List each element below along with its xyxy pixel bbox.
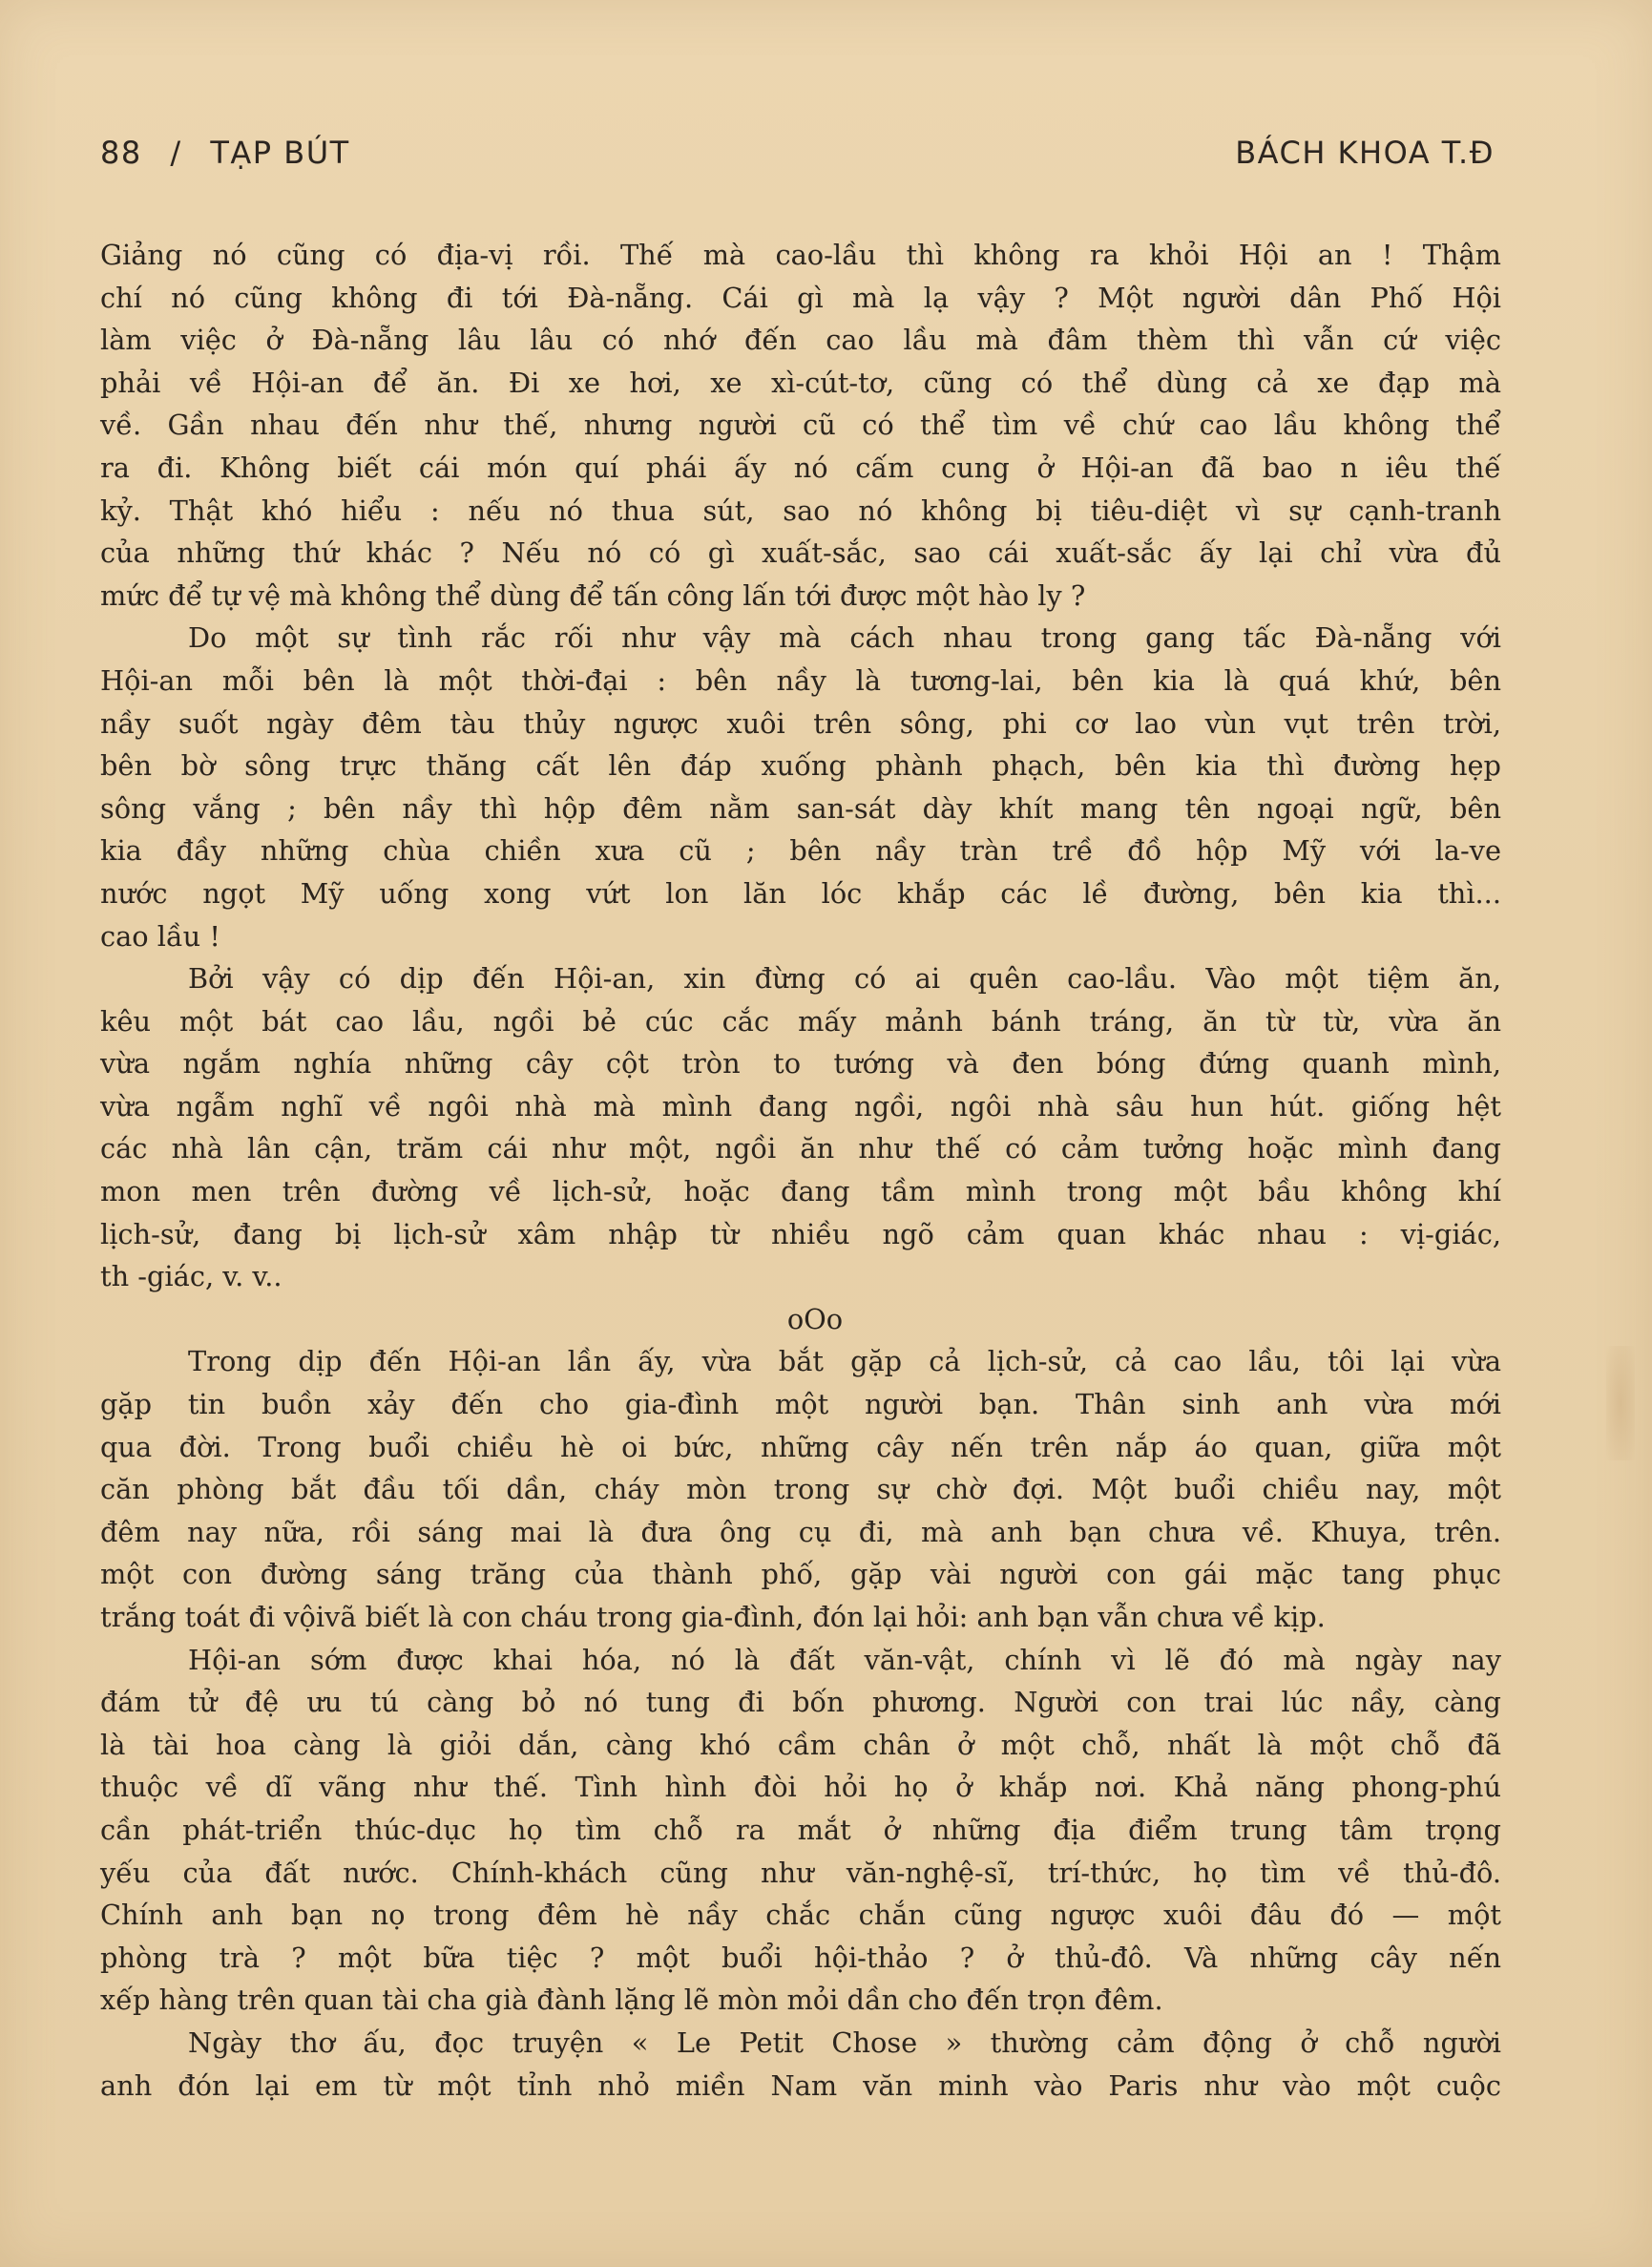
text-line: nước ngọt Mỹ uống xong vứt lon lăn lóc khắp các lề đường, bên kia thì... — [100, 876, 1501, 910]
text-line: sông vắng ; bên nầy thì hộp đêm nằm san-sát dày khít mang tên ngoại ngữ, bên — [100, 791, 1501, 825]
text-line: kia đầy những chùa chiền xưa cũ ; bên nầy tràn trề đồ hộp Mỹ với la-ve — [100, 834, 1501, 868]
text-line: trắng toát đi vộivã biết là con cháu trong gia-đình, đón lại hỏi: anh bạn vẫn chưa về kịp. — [100, 1601, 1326, 1633]
text-line: gặp tin buồn xảy đến cho gia-đình một người bạn. Thân sinh anh vừa mới — [100, 1388, 1501, 1421]
text-line: mức để tự vệ mà không thể dùng để tấn công lấn tới được một hào ly ? — [100, 578, 1086, 612]
text-line: bên bờ sông trực thăng cất lên đáp xuống phành phạch, bên kia thì đường hẹp — [100, 749, 1501, 783]
text-line: một con đường sáng trăng của thành phố, gặp vài người con gái mặc tang phục — [100, 1558, 1501, 1591]
running-header — [100, 124, 1495, 181]
text-line: mon men trên đường về lịch-sử, hoặc đang tầm mình trong một bầu không khí — [100, 1175, 1501, 1208]
paragraph — [100, 1639, 1501, 2022]
text-line: làm việc ở Đà-nẵng lâu lâu có nhớ đến cao lầu mà đâm thèm thì vẫn cứ việc — [100, 324, 1501, 357]
paragraph — [100, 2022, 1501, 2107]
text-line: kỷ. Thật khó hiểu : nếu nó thua sút, sao nó không bị tiêu-diệt vì sự cạnh-tranh — [100, 493, 1501, 527]
paragraph — [100, 617, 1501, 957]
text-line: về. Gần nhau đến như thế, nhưng người cũ có thể tìm về chứ cao lầu không thể — [100, 409, 1501, 442]
text-line: cao lầu ! — [100, 919, 220, 953]
text-line: qua đời. Trong buổi chiều hè oi bức, những cây nến trên nắp áo quan, giữa một — [100, 1430, 1501, 1463]
section-separator: oOo — [786, 1302, 844, 1335]
paragraph — [100, 1340, 1501, 1638]
text-line: là tài hoa càng là giỏi dắn, càng khó cầm chân ở một chỗ, nhất là một chỗ đã — [100, 1728, 1501, 1761]
text-line: Trong dịp đến Hội-an lần ấy, vừa bắt gặp cả lịch-sử, cả cao lầu, tôi lại vừa — [188, 1345, 1501, 1378]
article-body — [100, 234, 1501, 2107]
text-line: Bởi vậy có dịp đến Hội-an, xin đừng có ai quên cao-lầu. Vào một tiệm ăn, — [188, 962, 1501, 996]
text-line: cần phát-triển thúc-dục họ tìm chỗ ra mắt ở những địa điểm trung tâm trọng — [100, 1813, 1501, 1846]
text-line: vừa ngẫm nghĩ về ngôi nhà mà mình đang ngồi, ngôi nhà sâu hun hút. giống hệt — [100, 1089, 1501, 1123]
text-line: vừa ngắm nghía những cây cột tròn to tướng và đen bóng đứng quanh mình, — [100, 1047, 1501, 1081]
text-line: xếp hàng trên quan tài cha già đành lặng lẽ mòn mỏi dần cho đến trọn đêm. — [100, 1984, 1163, 2017]
text-line: thuộc về dĩ vãng như thế. Tình hình đòi hỏi họ ở khắp nơi. Khả năng phong-phú — [100, 1771, 1501, 1804]
text-line: đêm nay nữa, rồi sáng mai là đưa ông cụ đi, mà anh bạn chưa về. Khuya, trên. — [100, 1515, 1501, 1548]
text-line: nầy suốt ngày đêm tàu thủy ngược xuôi trên sông, phi cơ lao vùn vụt trên trời, — [100, 706, 1501, 740]
magazine-title: BÁCH KHOA T.Đ — [1235, 135, 1495, 171]
text-line: yếu của đất nước. Chính-khách cũng như văn-nghệ-sĩ, trí-thức, họ tìm về thủ-đô. — [100, 1856, 1501, 1889]
text-line: của những thứ khác ? Nếu nó có gì xuất-sắc, sao cái xuất-sắc ấy lại chỉ vừa đủ — [100, 536, 1501, 570]
page-number: 88 — [100, 135, 142, 171]
header-left — [100, 135, 367, 171]
text-line: Hội-an mỗi bên là một thời-đại : bên nầy là tương-lai, bên kia là quá khứ, bên — [100, 663, 1501, 697]
text-line: Giảng nó cũng có địa-vị rồi. Thế mà cao-lầu thì không ra khỏi Hội an ! Thậm — [100, 239, 1501, 271]
text-line: Do một sự tình rắc rối như vậy mà cách nhau trong gang tấc Đà-nẵng với — [188, 621, 1501, 655]
paper-stain — [1606, 1346, 1635, 1460]
text-line: Ngày thơ ấu, đọc truyện « Le Petit Chose » thường cảm động ở chỗ người — [188, 2026, 1501, 2059]
text-line: lịch-sử, đang bị lịch-sử xâm nhập từ nhiều ngõ cảm quan khác nhau : vị-giác, — [100, 1217, 1501, 1250]
text-line: th -giác, v. v.. — [100, 1260, 282, 1293]
text-line: phải về Hội-an để ăn. Đi xe hơi, xe xì-cút-tơ, cũng có thể dùng cả xe đạp mà — [100, 366, 1501, 399]
text-line: chí nó cũng không đi tới Đà-nẵng. Cái gì mà lạ vậy ? Một người dân Phố Hội — [100, 281, 1501, 314]
text-line: kêu một bát cao lầu, ngồi bẻ cúc cắc mấy mảnh bánh tráng, ăn từ từ, vừa ăn — [100, 1004, 1501, 1038]
text-line: anh đón lại em từ một tỉnh nhỏ miền Nam văn minh vào Paris như vào một cuộc — [100, 2068, 1501, 2102]
text-line: đám tử đệ ưu tú càng bỏ nó tung đi bốn phương. Người con trai lúc nầy, càng — [100, 1686, 1501, 1719]
text-line: ra đi. Không biết cái món quí phái ấy nó cấm cung ở Hội-an đã bao n iêu thế — [100, 451, 1501, 484]
paragraph — [100, 234, 1501, 617]
text-line: phòng trà ? một bữa tiệc ? một buổi hội-thảo ? ở thủ-đô. Và những cây nến — [100, 1941, 1501, 1974]
text-line: Chính anh bạn nọ trong đêm hè nầy chắc chắn cũng ngược xuôi đâu đó — một — [100, 1899, 1501, 1932]
paragraph — [100, 957, 1501, 1298]
section-title: TẠP BÚT — [210, 135, 350, 171]
text-line: Hội-an sớm được khai hóa, nó là đất văn-vật, chính vì lẽ đó mà ngày nay — [188, 1643, 1501, 1676]
text-line: căn phòng bắt đầu tối dần, cháy mòn trong sự chờ đợi. Một buổi chiều nay, một — [100, 1473, 1501, 1506]
text-line: các nhà lân cận, trăm cái như một, ngồi ăn như thế có cảm tưởng hoặc mình đang — [100, 1132, 1501, 1165]
header-separator: / — [170, 135, 182, 171]
